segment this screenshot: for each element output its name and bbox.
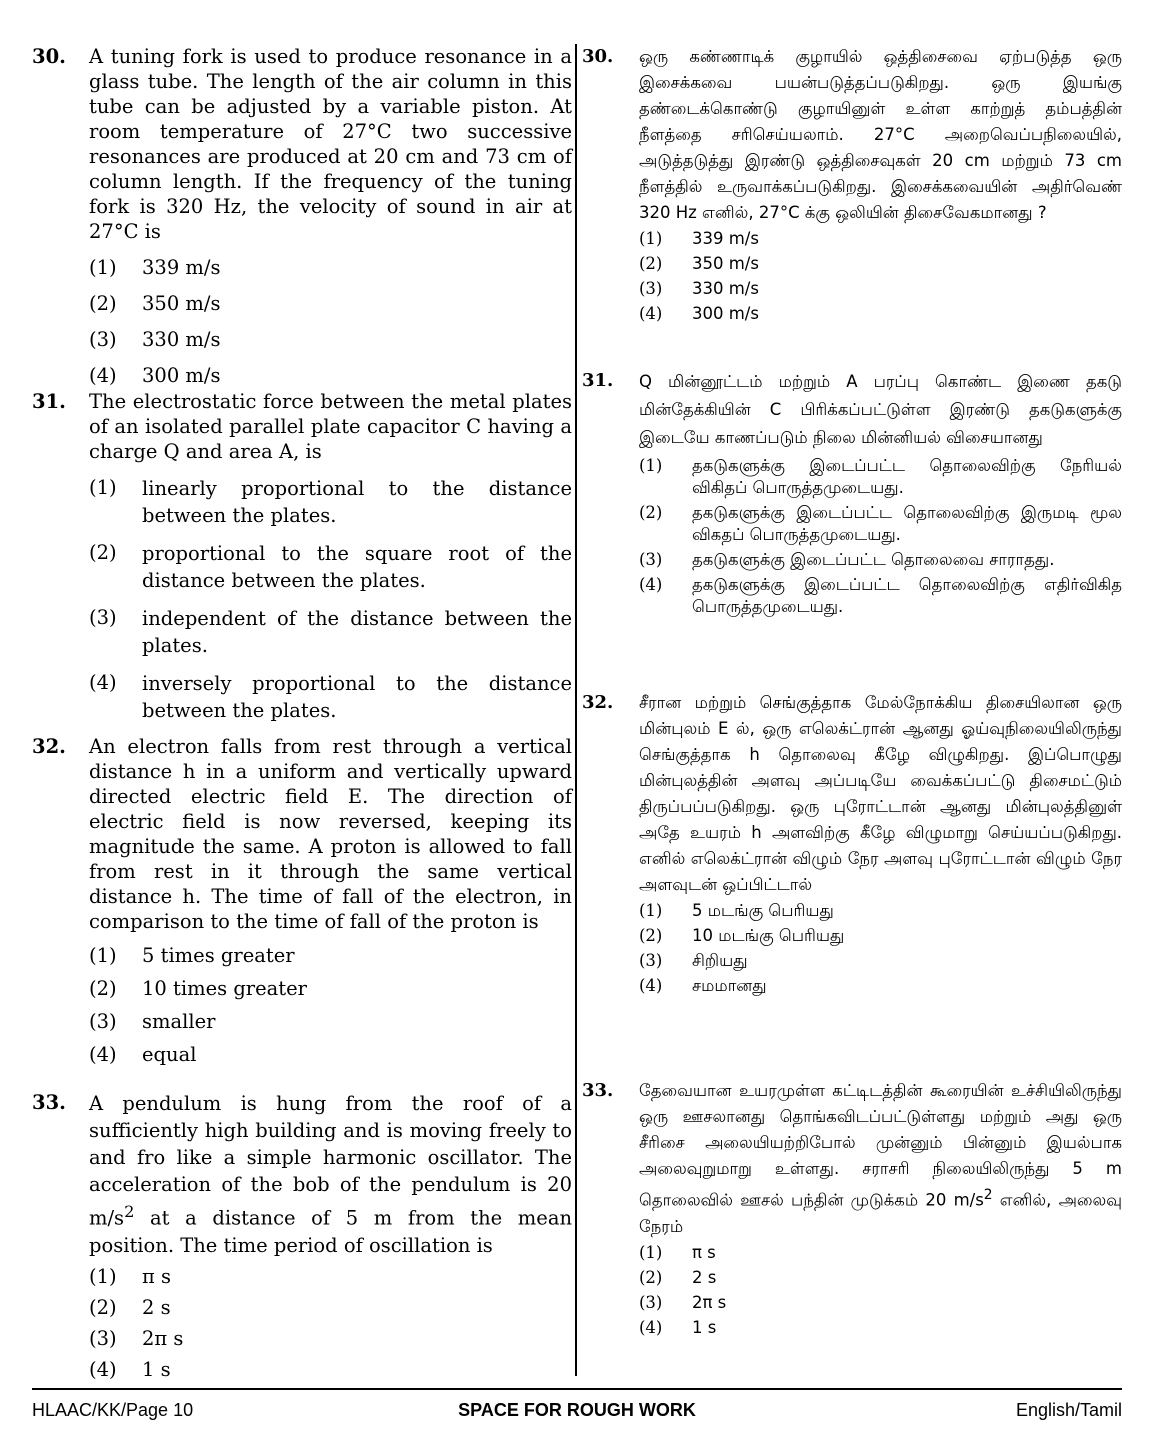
question-text: சீரான மற்றும் செங்குத்தாக மேல்நோக்கிய திசையிலான ஒரு மின்புலம் E ல், ஒரு எலெக்ட்ரான் ஆனது ஓய்வுநிலையிலிருந்து செங்குத்தாக h தொலைவு கீழே விழுகிறது. இப்பொழுது மின்புலத்தின் அளவு அப்படியே வைக்கப்பட்டு திசைமட்டும் திருப்பப்படுகிறது. ஒரு புரோட்டான் ஆனது மின்புலத்தினுள் அதே உயரம் h அளவிற்கு கீழே விழுமாறு செய்யப்படுகிறது. எனில் எலெக்ட்ரான் விழும் நேர அளவு புரோட்டான் விழும் நேர அளவுடன் ஒப்பிட்டால் — [639, 693, 1122, 894]
question-text — [639, 1078, 1122, 1240]
option-text: 10 மடங்கு பெரியது — [692, 926, 845, 945]
footer-rule — [32, 1388, 1122, 1390]
question-30-tamil — [582, 44, 1122, 326]
option-number: (2) — [639, 1267, 663, 1287]
question-33-english — [32, 1090, 572, 1382]
option-text: 2 s — [692, 1267, 717, 1287]
option-number: (4) — [89, 364, 117, 387]
options-list — [639, 898, 1122, 998]
option-number: (1) — [639, 229, 663, 248]
page-footer — [32, 1400, 1122, 1424]
option-number: (3) — [89, 1326, 117, 1350]
question-text-part: எனில், அலைவு நேரம் — [639, 1190, 1123, 1236]
option-number: (4) — [89, 1357, 117, 1381]
options-list — [89, 1264, 572, 1382]
options-list — [89, 255, 572, 388]
option-number: (3) — [639, 951, 663, 970]
option-2[interactable] — [89, 540, 572, 594]
option-text: 5 மடங்கு பெரியது — [692, 901, 834, 920]
option-4[interactable] — [89, 1357, 572, 1382]
question-number: 33. — [582, 1080, 614, 1101]
question-number: 33. — [32, 1091, 66, 1114]
option-4[interactable] — [89, 670, 572, 724]
question-30-english — [32, 44, 572, 388]
option-1[interactable] — [639, 455, 1122, 499]
option-2[interactable] — [639, 1265, 1122, 1290]
option-number: (4) — [639, 304, 663, 323]
question-number: 32. — [32, 735, 66, 758]
option-1[interactable] — [639, 898, 1122, 923]
options-list — [639, 226, 1122, 326]
column-divider — [575, 44, 577, 1376]
option-text: 5 times greater — [142, 944, 295, 967]
page-code: HLAAC/KK/Page 10 — [32, 1400, 194, 1420]
option-number: (2) — [89, 541, 117, 564]
options-list — [639, 455, 1122, 618]
option-2[interactable] — [89, 291, 572, 316]
option-text: 330 m/s — [142, 328, 221, 351]
option-3[interactable] — [639, 948, 1122, 973]
question-number: 31. — [32, 390, 66, 413]
option-2[interactable] — [89, 976, 572, 1001]
options-list — [639, 1240, 1122, 1340]
option-number: (4) — [639, 976, 663, 995]
option-text: 350 m/s — [692, 254, 759, 273]
option-text: 10 times greater — [142, 977, 307, 1000]
option-text: 300 m/s — [692, 304, 759, 323]
question-text: The electrostatic force between the metal plates of an isolated parallel plate capacitor C having a charge Q and area A, is — [89, 390, 572, 463]
option-2[interactable] — [639, 923, 1122, 948]
option-3[interactable] — [89, 1009, 572, 1034]
question-number: 30. — [582, 46, 614, 67]
option-text: independent of the distance between the plates. — [142, 607, 572, 657]
option-1[interactable] — [89, 1264, 572, 1289]
option-text: 2 s — [142, 1295, 171, 1319]
option-4[interactable] — [639, 1315, 1122, 1340]
option-number: (4) — [639, 1317, 663, 1337]
option-text: 339 m/s — [692, 229, 759, 248]
option-text: சமமானது — [692, 976, 767, 995]
question-31-english — [32, 389, 572, 724]
option-3[interactable] — [89, 327, 572, 352]
option-number: (2) — [639, 926, 663, 945]
option-4[interactable] — [639, 301, 1122, 326]
question-text-part: at a distance of 5 m from the mean position. The time period of oscillation is — [89, 1206, 572, 1257]
option-text: linearly proportional to the distance between the plates. — [142, 477, 572, 527]
question-32-english — [32, 734, 572, 1067]
option-text: 1 s — [142, 1357, 171, 1381]
option-1[interactable] — [89, 943, 572, 968]
option-text: 330 m/s — [692, 279, 759, 298]
option-number: (3) — [639, 1292, 663, 1312]
option-number: (1) — [89, 1264, 117, 1288]
option-2[interactable] — [639, 502, 1122, 546]
option-number: (1) — [639, 901, 663, 920]
superscript: 2 — [983, 1187, 993, 1203]
option-3[interactable] — [639, 549, 1122, 571]
option-text: சிறியது — [692, 951, 748, 970]
option-number: (2) — [89, 977, 117, 1000]
option-number: (3) — [89, 328, 117, 351]
superscript: 2 — [124, 1202, 135, 1221]
option-3[interactable] — [639, 276, 1122, 301]
option-text: inversely proportional to the distance between the plates. — [142, 672, 572, 722]
option-2[interactable] — [89, 1295, 572, 1320]
question-number: 32. — [582, 692, 614, 713]
question-32-tamil — [582, 690, 1122, 998]
rough-work-label: SPACE FOR ROUGH WORK — [458, 1400, 696, 1420]
option-text: 2π s — [692, 1292, 727, 1312]
option-text: π s — [692, 1242, 716, 1262]
options-list — [89, 475, 572, 724]
option-number: (2) — [639, 503, 663, 522]
option-text: தகடுகளுக்கு இடைப்பட்ட தொலைவிற்கு நேரியல் விகிதப் பொருத்தமுடையது. — [692, 456, 1122, 497]
question-33-tamil — [582, 1078, 1122, 1340]
question-31-tamil — [582, 368, 1122, 621]
option-number: (1) — [639, 1242, 663, 1262]
option-text: தகடுகளுக்கு இடைப்பட்ட தொலைவை சாராதது. — [692, 550, 1055, 569]
option-number: (3) — [639, 279, 663, 298]
option-2[interactable] — [639, 251, 1122, 276]
option-text: proportional to the square root of the distance between the plates. — [142, 542, 572, 592]
question-number: 30. — [32, 45, 66, 68]
option-4[interactable] — [639, 574, 1122, 618]
option-number: (1) — [89, 476, 117, 499]
option-1[interactable] — [89, 475, 572, 529]
options-list — [89, 943, 572, 1067]
option-text: 2π s — [142, 1326, 184, 1350]
option-3[interactable] — [89, 1326, 572, 1351]
option-1[interactable] — [89, 255, 572, 280]
option-text: தகடுகளுக்கு இடைப்பட்ட தொலைவிற்கு இருமடி மூல விகதப் பொருத்தமுடையது. — [692, 503, 1122, 544]
option-text: π s — [142, 1264, 172, 1288]
option-text: 339 m/s — [142, 256, 221, 279]
option-text: smaller — [142, 1010, 216, 1033]
question-text-part: தேவையான உயரமுள்ள கட்டிடத்தின் கூரையின் உச்சியிலிருந்து ஒரு ஊசலானது தொங்கவிடப்பட்டுள்ளது மற்றும் அது ஒரு சீரிசை அலையியற்றிபோல் முன்னும் பின்னும் இயல்பாக அலைவுறுமாறு உள்ளது. சராசரி நிலையிலிருந்து 5 m தொலைவில் ஊசல் பந்தின் முடுக்கம் 20 m/s — [639, 1081, 1122, 1210]
option-number: (4) — [89, 1043, 117, 1066]
option-1[interactable] — [639, 1240, 1122, 1265]
option-text: equal — [142, 1043, 197, 1066]
option-4[interactable] — [639, 973, 1122, 998]
question-number: 31. — [582, 370, 614, 391]
option-1[interactable] — [639, 226, 1122, 251]
option-4[interactable] — [89, 1042, 572, 1067]
option-number: (1) — [89, 944, 117, 967]
language-label: English/Tamil — [1015, 1400, 1122, 1420]
option-number: (2) — [89, 292, 117, 315]
question-text-part: A pendulum is hung from the roof of a sufficiently high building and is moving freely to and fro like a simple harmonic oscillator. The acceleration of the bob of the pendulum is 20 m/s — [89, 1092, 572, 1230]
option-number: (3) — [639, 550, 663, 569]
question-text: ஒரு கண்ணாடிக் குழாயில் ஒத்திசைவை ஏற்படுத்த ஒரு இசைக்கவை பயன்படுத்தப்படுகிறது. ஒரு இயங்கு தண்டைக்கொண்டு குழாயினுள் உள்ள காற்றுத் தம்பத்தின் நீளத்தை சரிசெய்யலாம். 27°C அறைவெப்பநிலையில், அடுத்தடுத்து இரண்டு ஒத்திசைவுகள் 20 cm மற்றும் 73 cm நீளத்தில் உருவாக்கப்படுகிறது. இசைக்கவையின் அதிர்வெண் 320 Hz எனில், 27°C க்கு ஒலியின் திசைவேகமானது ? — [639, 47, 1122, 222]
option-number: (1) — [639, 456, 663, 475]
option-3[interactable] — [89, 605, 572, 659]
option-number: (3) — [89, 1010, 117, 1033]
option-number: (4) — [89, 671, 117, 694]
option-text: 300 m/s — [142, 364, 221, 387]
question-text: An electron falls from rest through a vertical distance h in a uniform and vertically upward directed electric field E. The direction of electric field is now reversed, keeping its magnitude the same. A proton is allowed to fall from rest in it through the same vertical distance h. The time of fall of the electron, in comparison to the time of fall of the proton is — [89, 735, 572, 933]
option-3[interactable] — [639, 1290, 1122, 1315]
option-number: (2) — [89, 1295, 117, 1319]
option-text: 1 s — [692, 1317, 717, 1337]
option-number: (4) — [639, 575, 663, 594]
option-number: (2) — [639, 254, 663, 273]
option-text: தகடுகளுக்கு இடைப்பட்ட தொலைவிற்கு எதிர்விகித பொருத்தமுடையது. — [692, 575, 1122, 616]
question-text — [89, 1090, 572, 1259]
question-text: A tuning fork is used to produce resonance in a glass tube. The length of the air column in this tube can be adjusted by a variable piston. At room temperature of 27°C two successive resonances are produced at 20 cm and 73 cm of column length. If the frequency of the tuning fork is 320 Hz, the velocity of sound in air at 27°C is — [89, 45, 572, 243]
option-4[interactable] — [89, 363, 572, 388]
question-text: Q மின்னூட்டம் மற்றும் A பரப்பு கொண்ட இணை தகடு மின்தேக்கியின் C பிரிக்கப்பட்டுள்ள இரண்டு தகடுகளுக்கு இடையே காணப்படும் நிலை மின்னியல் விசையானது — [639, 372, 1122, 447]
option-text: 350 m/s — [142, 292, 221, 315]
option-number: (3) — [89, 606, 117, 629]
option-number: (1) — [89, 256, 117, 279]
